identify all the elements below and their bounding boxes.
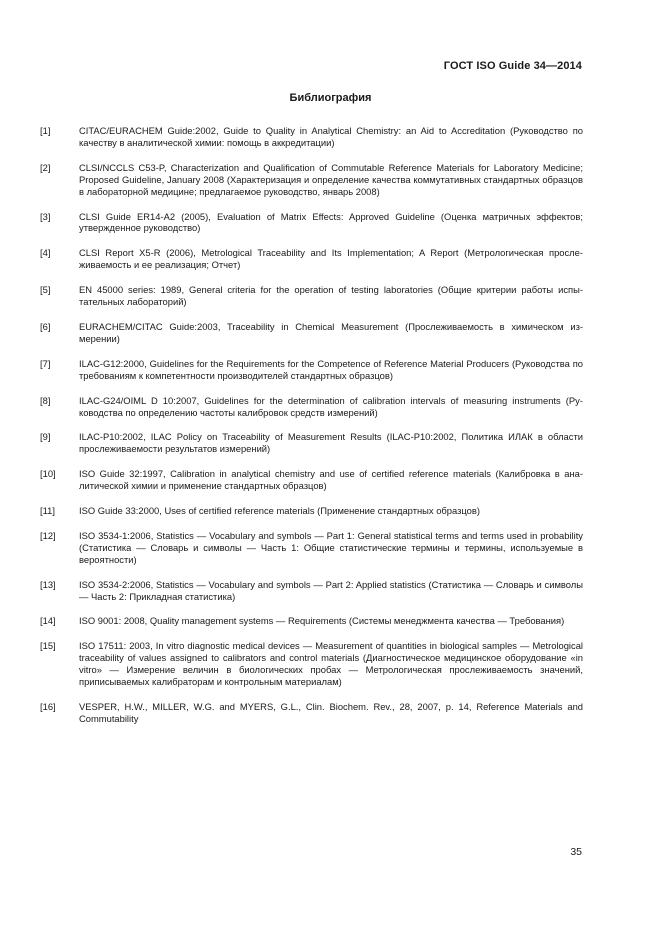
bibliography-list [40, 125, 583, 738]
reference-item [40, 640, 583, 688]
reference-item [40, 247, 583, 271]
reference-text: ISO 9001: 2008, Quality management systems — Requirements (Системы менеджмента качества — Требования) [79, 615, 565, 627]
reference-number: [8] [40, 394, 51, 406]
reference-number: [5] [40, 284, 51, 296]
reference-text: ISO Guide 32:1997, Calibration in analytical chemistry and use of certified reference materials (Калибровка в аналитической химии и применение стандартных образцов) [79, 468, 583, 492]
reference-number: [2] [40, 161, 51, 173]
reference-text: ISO 3534-2:2006, Statistics — Vocabulary and symbols — Part 2: Applied statistics (Статистика — Словарь и символы — Часть 2: Прикладная статистика) [79, 578, 583, 602]
reference-item [40, 162, 583, 198]
reference-number: [10] [40, 468, 56, 480]
reference-number: [3] [40, 210, 51, 222]
reference-number: [1] [40, 125, 51, 136]
reference-item [40, 701, 583, 725]
reference-number: [12] [40, 529, 56, 541]
reference-text: VESPER, H.W., MILLER, W.G. and MYERS, G.L., Clin. Biochem. Rev., 28, 2007, p. 14, Reference Materials and Commutability [79, 701, 583, 724]
reference-item [40, 431, 583, 455]
reference-item [40, 321, 583, 345]
reference-text: ILAC-G24/OIML D 10:2007, Guidelines for the determination of calibration intervals of measuring instruments (Руководства по определению частоты калибровок средств измерений) [79, 394, 583, 418]
reference-text: ISO 3534-1:2006, Statistics — Vocabulary and symbols — Part 1: General statistical terms and terms used in probability (Статистика — Словарь и символы — Часть 1: Общие статистические термины и термины, используемые в вероятности) [79, 529, 583, 565]
reference-number: [7] [40, 357, 51, 369]
reference-number: [13] [40, 578, 56, 590]
reference-text: ILAC-P10:2002, ILAC Policy on Traceability of Measurement Results (ILAC-P10:2002, Политика ИЛАК в области прослеживаемости результатов измерений) [79, 431, 583, 455]
page-title: Библиография [289, 92, 372, 104]
reference-item [40, 284, 583, 308]
reference-text: EN 45000 series: 1989, General criteria for the operation of testing laboratories (Общие критерии работы испытательных лабораторий) [79, 284, 583, 308]
page-number: 35 [570, 846, 582, 858]
reference-text: CLSI Report X5-R (2006), Metrological Traceability and Its Implementation; A Report (Метрологическая прослеживаемость и ее реализация; Отчет) [79, 247, 583, 271]
reference-item [40, 211, 583, 235]
reference-number: [15] [40, 640, 56, 652]
reference-text: ISO 17511: 2003, In vitro diagnostic medical devices — Measurement of quantities in biological samples — Metrological traceability of values assigned to calibrators and control materials (Диагностическое медицинское оборудование «in vitro» — Измерение величин в биологических пробах — Метрологическая прослеживаемость значений, приписываемых калибраторам и контрольным материалам) [79, 640, 583, 688]
reference-text: ISO Guide 33:2000, Uses of certified reference materials (Применение стандартных образцов) [79, 505, 480, 517]
reference-number: [4] [40, 247, 51, 259]
reference-number: [9] [40, 431, 51, 443]
reference-item [40, 505, 583, 517]
reference-item [40, 579, 583, 603]
reference-item [40, 125, 583, 149]
reference-text: CLSI/NCCLS C53-P, Characterization and Qualification of Commutable Reference Materials for Laboratory Medicine; Proposed Guideline, January 2008 (Характеризация и определение качества коммутативных стандартных образцов в лабораторной медицине; предлагаемое руководство, январь 2008) [79, 161, 583, 197]
reference-item [40, 530, 583, 566]
reference-item [40, 615, 583, 627]
reference-number: [14] [40, 615, 56, 627]
reference-text: CLSI Guide ER14-A2 (2005), Evaluation of Matrix Effects: Approved Guideline (Оценка матричных эффектов; утвержденное руководство) [79, 210, 583, 234]
reference-item [40, 395, 583, 419]
reference-number: [16] [40, 701, 56, 712]
reference-text: CITAC/EURACHEM Guide:2002, Guide to Quality in Analytical Chemistry: an Aid to Accreditation (Руководство по качеству в аналитической химии: помощь в аккредитации) [79, 125, 583, 148]
reference-number: [11] [40, 505, 55, 517]
document-code-header: ГОСТ ISO Guide 34—2014 [443, 60, 582, 72]
reference-item [40, 468, 583, 492]
reference-text: ILAC-G12:2000, Guidelines for the Requirements for the Competence of Reference Material Producers (Руководства по требованиям к компетентности производителей стандартных образцов) [79, 357, 583, 381]
reference-number: [6] [40, 320, 51, 332]
reference-item [40, 358, 583, 382]
reference-text: EURACHEM/CITAC Guide:2003, Traceability in Chemical Measurement (Прослеживаемость в химическом измерении) [79, 320, 583, 344]
